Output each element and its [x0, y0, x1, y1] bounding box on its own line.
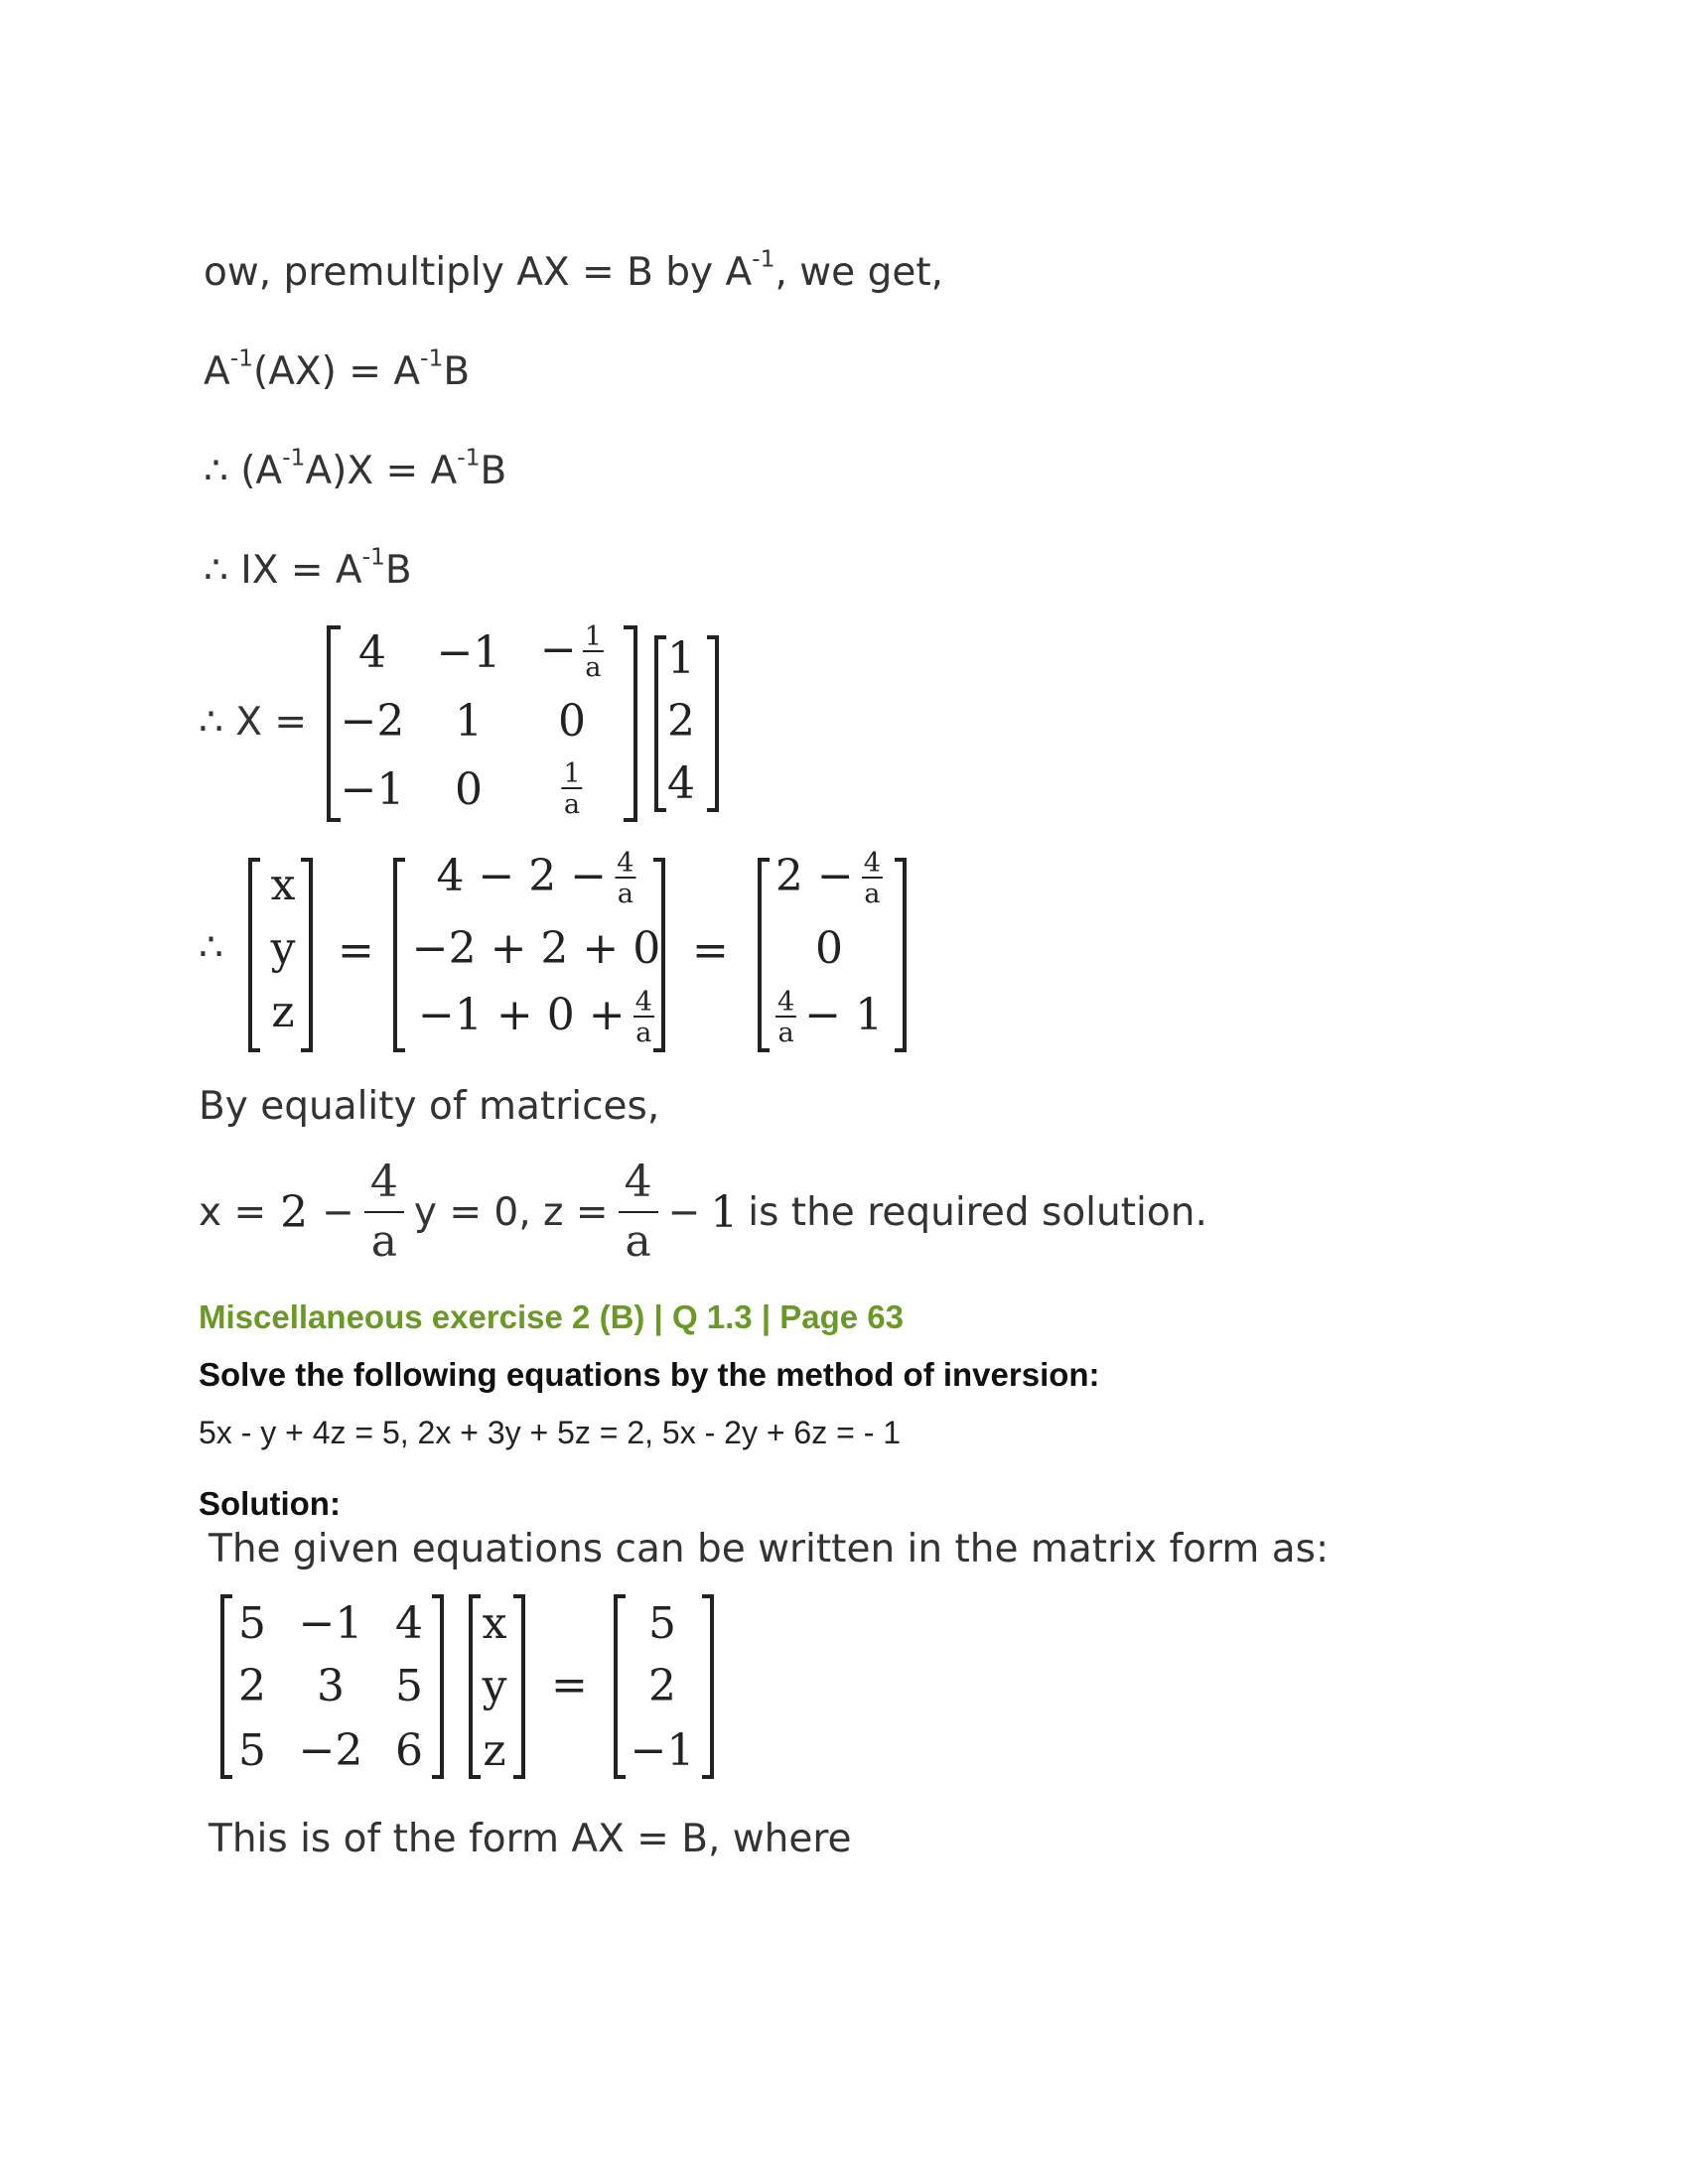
form-statement: This is of the form AX = B, where — [209, 1817, 852, 1861]
premultiply-exponent: -1 — [752, 244, 775, 273]
z-one: 1 — [710, 1186, 739, 1238]
therefore-symbol: ∴ — [199, 925, 223, 970]
premultiply-text: ow, premultiply AX = B by A — [204, 250, 753, 295]
solution-tail: is the required solution. — [748, 1189, 1207, 1235]
step4-exp: -1 — [361, 542, 385, 571]
equals-sign-3: = — [551, 1660, 588, 1710]
z-minus: − — [667, 1189, 701, 1235]
step2-exp1: -1 — [229, 343, 254, 372]
question-title: Solve the following equations by the method of inversion: — [199, 1356, 1100, 1393]
step3-exp2: -1 — [457, 443, 481, 472]
y-z-text: y = 0, z = — [413, 1189, 609, 1235]
step2-c: B — [443, 349, 471, 394]
equals-sign-2: = — [692, 925, 729, 976]
step-associativity — [204, 443, 507, 493]
inv-r1c3-den: a — [585, 652, 602, 684]
premultiply-tail: , we get, — [774, 250, 944, 295]
step2-a: A — [204, 349, 230, 394]
x-two: 2 — [280, 1186, 309, 1238]
step4-a: ∴ IX = A — [204, 548, 362, 593]
z-fraction: $\frac{4}{a}$ — [619, 1160, 658, 1265]
step3-b: A)X = A — [305, 449, 458, 493]
inv-r3c3-den: a — [563, 789, 581, 821]
step4-b: B — [384, 548, 412, 593]
inv-r1c3-num: 1 — [584, 621, 603, 652]
question-equations: 5x - y + 4z = 5, 2x + 3y + 5z = 2, 5x - 2y + 6z = - 1 — [199, 1415, 902, 1450]
x-minus: − — [322, 1189, 354, 1235]
step2-exp2: -1 — [420, 343, 444, 372]
equals-sign-1: = — [338, 925, 374, 976]
inv-r1c3-minus: − — [539, 623, 577, 675]
step3-c: B — [480, 449, 507, 493]
step-inverse-multiply — [204, 343, 471, 394]
step3-exp1: -1 — [282, 443, 306, 472]
step2-b: (AX) = A — [253, 349, 420, 394]
solution-heading: Solution: — [199, 1485, 341, 1522]
inv-r3c3-num: 1 — [563, 758, 581, 789]
x-fraction: $\frac{4}{a}$ — [364, 1160, 404, 1265]
step3-a: ∴ (A — [204, 449, 283, 493]
premultiply-line — [204, 244, 944, 295]
equality-heading: By equality of matrices, — [199, 1084, 660, 1129]
x-prefix: x = — [199, 1189, 267, 1235]
x-equals-label: ∴ X = — [199, 700, 308, 745]
step-identity — [204, 542, 412, 593]
question-reference-link[interactable]: Miscellaneous exercise 2 (B) | Q 1.3 | Page 63 — [199, 1298, 904, 1335]
solution-line — [199, 1157, 1207, 1268]
solution-intro: The given equations can be written in the matrix form as: — [209, 1527, 1330, 1571]
